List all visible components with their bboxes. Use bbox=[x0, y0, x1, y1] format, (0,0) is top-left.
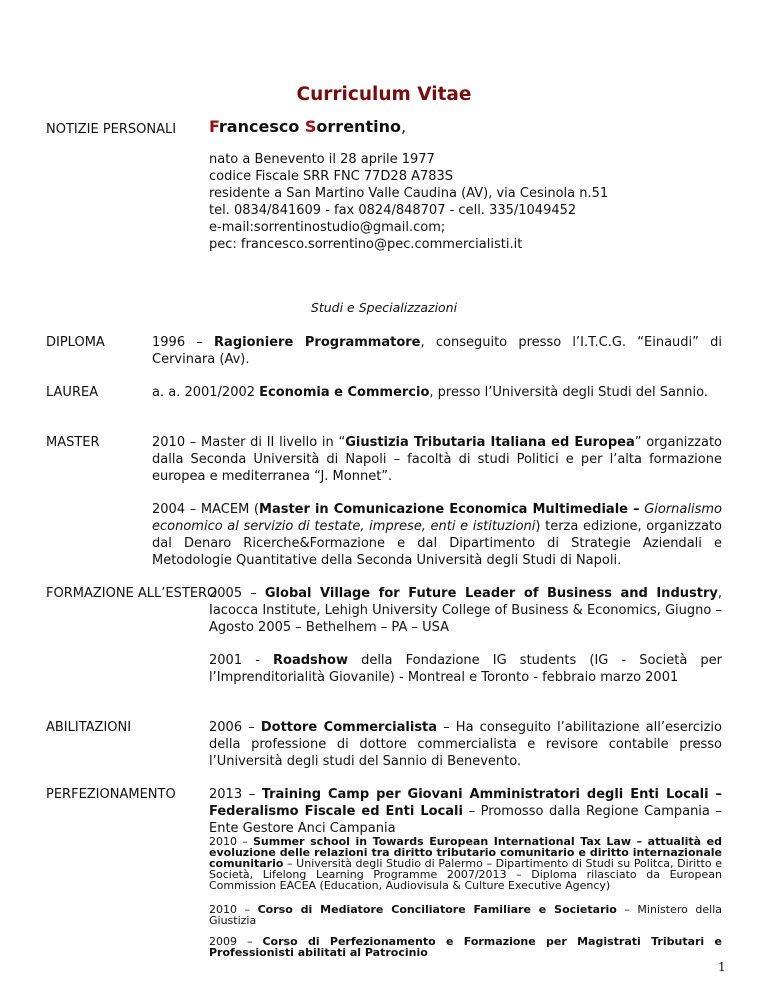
master-entry-2: 2004 – MACEM (Master in Comunicazione Economica Multimediale – Giornalismo economico al servizio di testate, imprese, enti e istituzioni) terza edizione, organizzato dal Denaro Ricerche&Formazione e dal Dipartimento di Strategie Aziendali e Metodologie Quantitative della Seconda Università degli Studi di Napoli. bbox=[152, 502, 723, 568]
personal-line: codice Fiscale SRR FNC 77D28 A783S bbox=[209, 169, 454, 184]
personal-line: e-mail:sorrentinostudio@gmail.com; bbox=[209, 220, 446, 235]
laurea-text: a. a. 2001/2002 Economia e Commercio, presso l’Università degli Studi del Sannio. bbox=[152, 385, 708, 400]
diploma-text: 1996 – Ragioniere Programmatore, conseguito presso l’I.T.C.G. “Einaudi” di Cervinara (Av). bbox=[152, 335, 722, 367]
abilitazioni-text: 2006 – Dottore Commercialista – Ha conseguito l’abilitazione all’esercizio della professione di dottore commercialista e revisore contabile presso l’Università degli studi del Sannio di Benevento. bbox=[209, 720, 722, 769]
perfezionamento-entry-4: 2009 – Corso di Perfezionamento e Formazione per Magistrati Tributari e Professionisti abilitati al Patrocinio bbox=[209, 935, 722, 959]
perfezionamento-entry-2: 2010 – Summer school in Towards European International Tax Law – attualità ed evoluzione delle relazioni tra diritto tributario comunitario e diritto internazionale comunitario – Università degli Studio di Palermo – Dipartimento di Studi su Politca, Diritto e Società, Lifelong Learning Programme 2007/2013 – Diploma rilasciato da European Commission EACEA (Education, Audiovisula & Culture Executive Agency) bbox=[209, 835, 722, 892]
section-label-laurea: LAUREA bbox=[46, 385, 99, 400]
name-initial-last: S bbox=[304, 117, 317, 136]
name-suffix: , bbox=[400, 117, 407, 136]
personal-line: nato a Benevento il 28 aprile 1977 bbox=[209, 152, 435, 167]
person-name bbox=[209, 117, 406, 136]
section-label-master: MASTER bbox=[46, 435, 100, 450]
perfezionamento-entry-3: 2010 – Corso di Mediatore Conciliatore Familiare e Societario – Ministero della Giustizia bbox=[209, 903, 722, 927]
personal-line: residente a San Martino Valle Caudina (AV), via Cesinola n.51 bbox=[209, 186, 609, 201]
personal-line: pec: francesco.sorrentino@pec.commercialisti.it bbox=[209, 237, 523, 252]
name-initial-first: F bbox=[209, 117, 219, 136]
studies-heading: Studi e Specializzazioni bbox=[310, 300, 458, 315]
name-first-rest: rancesco bbox=[218, 117, 305, 136]
section-label-diploma: DIPLOMA bbox=[46, 335, 105, 350]
personal-line: tel. 0834/841609 - fax 0824/848707 - cell. 335/1049452 bbox=[209, 203, 577, 218]
perfezionamento-entry-1: 2013 – Training Camp per Giovani Amministratori degli Enti Locali – Federalismo Fiscale ed Enti Locali – Promosso dalla Regione Campania – Ente Gestore Anci Campania bbox=[209, 787, 722, 836]
section-label-personal: NOTIZIE PERSONALI bbox=[46, 122, 177, 137]
estero-entry-2: 2001 - Roadshow della Fondazione IG students (IG - Società per l’Imprenditorialità Giovanile) - Montreal e Toronto - febbraio marzo 2001 bbox=[209, 653, 722, 685]
section-label-perfezionamento: PERFEZIONAMENTO bbox=[46, 787, 176, 802]
section-label-abilitazioni: ABILITAZIONI bbox=[46, 720, 132, 735]
page-number: 1 bbox=[718, 960, 726, 974]
estero-entry-1: 2005 – Global Village for Future Leader of Business and Industry, Iacocca Institute, Lehigh University College of Business & Economics, Giugno – Agosto 2005 – Bethelhem – PA – USA bbox=[209, 586, 722, 635]
personal-details bbox=[209, 151, 729, 253]
document-title: Curriculum Vitae bbox=[296, 84, 472, 105]
section-label-estero: FORMAZIONE ALL’ESTERO bbox=[46, 586, 218, 601]
master-entry-1: 2010 – Master di II livello in “Giustizia Tributaria Italiana ed Europea” organizzato dalla Seconda Università di Napoli – facoltà di studi Politici e per l’alta formazione europea e mediterranea “J. Monnet”. bbox=[152, 435, 723, 484]
name-last-rest: orrentino bbox=[316, 117, 401, 136]
